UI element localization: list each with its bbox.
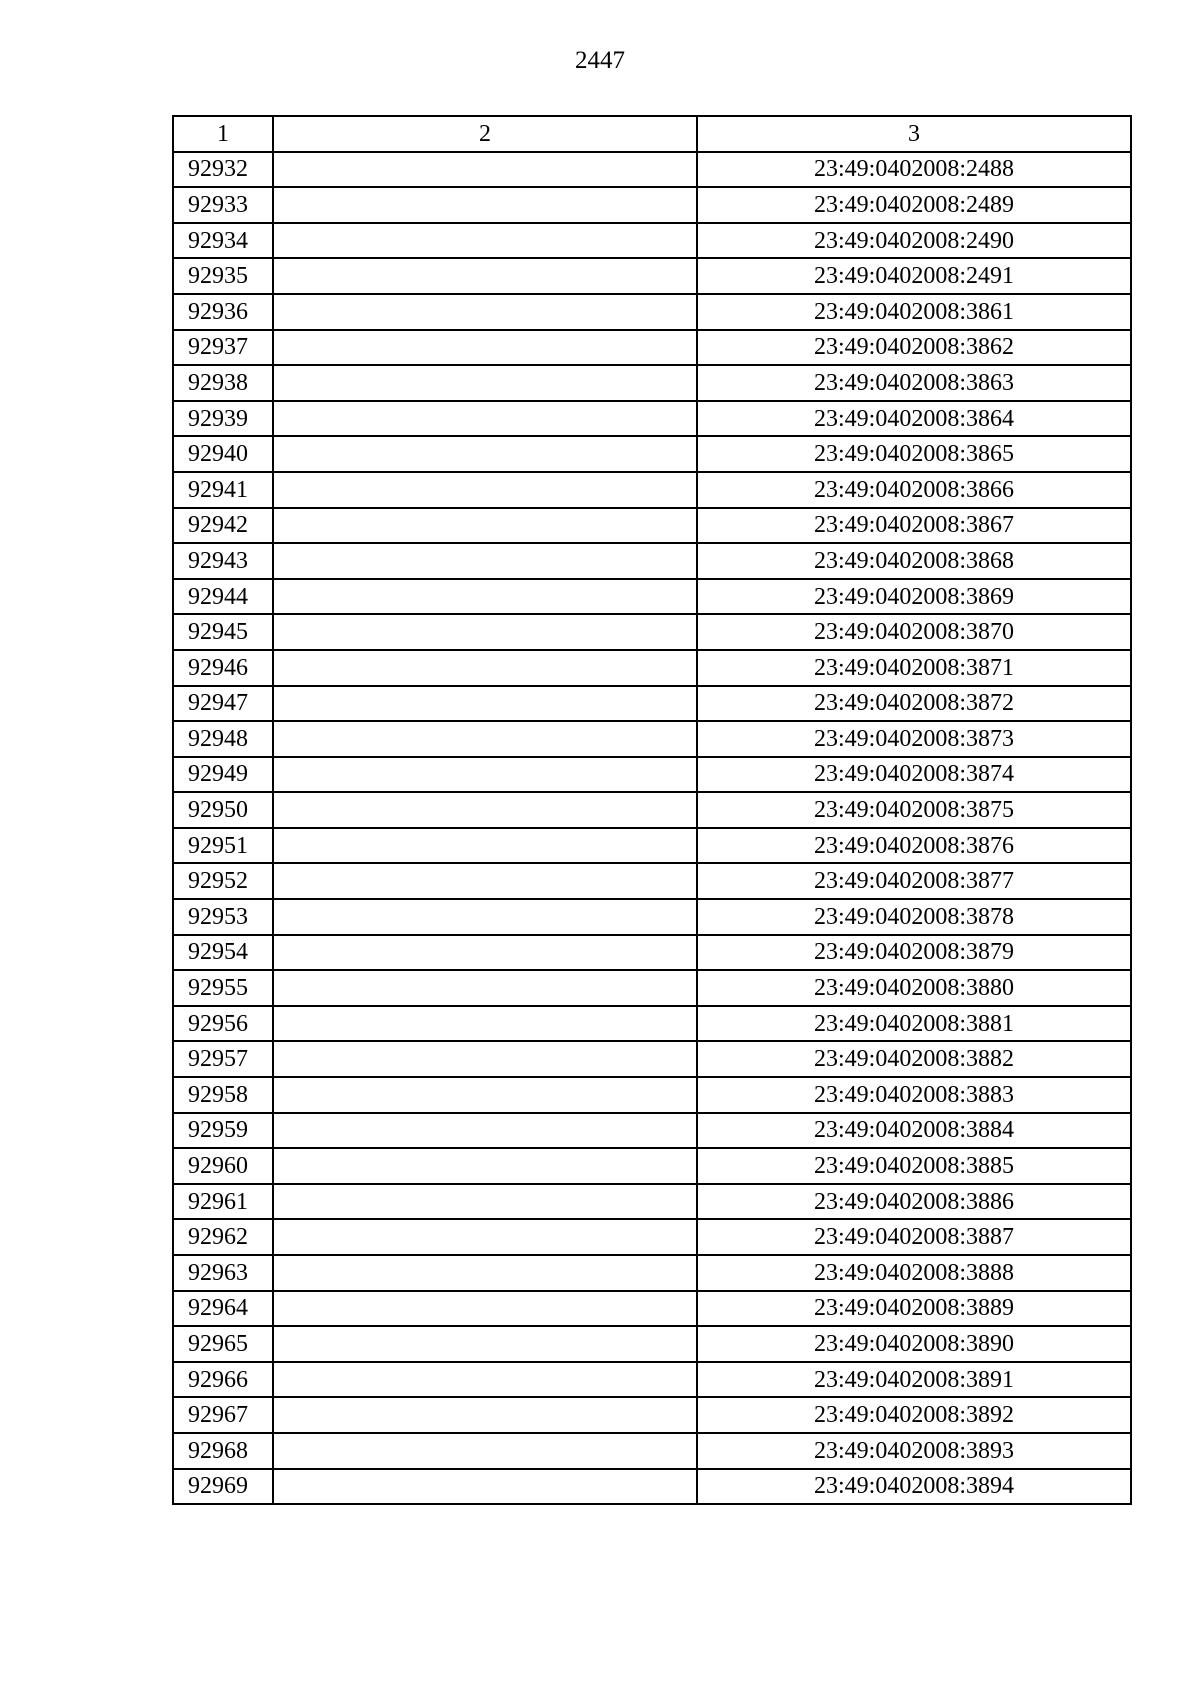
row-number-cell: 92942 bbox=[173, 508, 273, 544]
row-empty-cell bbox=[273, 436, 697, 472]
row-number-cell: 92952 bbox=[173, 863, 273, 899]
cadastral-number-cell: 23:49:0402008:3890 bbox=[697, 1326, 1131, 1362]
table-row bbox=[173, 899, 1131, 935]
row-empty-cell bbox=[273, 650, 697, 686]
table-row bbox=[173, 614, 1131, 650]
cadastral-number-cell: 23:49:0402008:3863 bbox=[697, 365, 1131, 401]
table-row bbox=[173, 757, 1131, 793]
table-row bbox=[173, 472, 1131, 508]
table-row bbox=[173, 508, 1131, 544]
row-empty-cell bbox=[273, 1006, 697, 1042]
row-empty-cell bbox=[273, 970, 697, 1006]
row-empty-cell bbox=[273, 365, 697, 401]
row-empty-cell bbox=[273, 223, 697, 259]
row-empty-cell bbox=[273, 1041, 697, 1077]
cadastral-number-cell: 23:49:0402008:3879 bbox=[697, 935, 1131, 971]
row-empty-cell bbox=[273, 1148, 697, 1184]
row-number-cell: 92959 bbox=[173, 1113, 273, 1149]
cadastral-number-cell: 23:49:0402008:2489 bbox=[697, 187, 1131, 223]
row-number-cell: 92945 bbox=[173, 614, 273, 650]
row-empty-cell bbox=[273, 508, 697, 544]
row-number-cell: 92954 bbox=[173, 935, 273, 971]
row-empty-cell bbox=[273, 1255, 697, 1291]
table-row bbox=[173, 686, 1131, 722]
row-number-cell: 92948 bbox=[173, 721, 273, 757]
row-number-cell: 92937 bbox=[173, 330, 273, 366]
row-empty-cell bbox=[273, 1362, 697, 1398]
row-empty-cell bbox=[273, 152, 697, 188]
table-row bbox=[173, 543, 1131, 579]
row-number-cell: 92950 bbox=[173, 792, 273, 828]
table-row bbox=[173, 1006, 1131, 1042]
row-number-cell: 92964 bbox=[173, 1291, 273, 1327]
cadastral-number-cell: 23:49:0402008:3876 bbox=[697, 828, 1131, 864]
cadastral-number-cell: 23:49:0402008:3889 bbox=[697, 1291, 1131, 1327]
row-empty-cell bbox=[273, 863, 697, 899]
page-number: 2447 bbox=[575, 47, 625, 74]
table-row bbox=[173, 258, 1131, 294]
column-header-1: 1 bbox=[173, 116, 273, 152]
cadastral-number-cell: 23:49:0402008:3880 bbox=[697, 970, 1131, 1006]
table-row bbox=[173, 1291, 1131, 1327]
row-empty-cell bbox=[273, 579, 697, 615]
row-empty-cell bbox=[273, 1291, 697, 1327]
cadastral-number-cell: 23:49:0402008:3870 bbox=[697, 614, 1131, 650]
cadastral-number-cell: 23:49:0402008:3891 bbox=[697, 1362, 1131, 1398]
cadastral-number-cell: 23:49:0402008:3885 bbox=[697, 1148, 1131, 1184]
row-empty-cell bbox=[273, 1219, 697, 1255]
cadastral-number-cell: 23:49:0402008:3892 bbox=[697, 1397, 1131, 1433]
cadastral-number-cell: 23:49:0402008:2490 bbox=[697, 223, 1131, 259]
cadastral-number-cell: 23:49:0402008:3872 bbox=[697, 686, 1131, 722]
table-row bbox=[173, 187, 1131, 223]
row-number-cell: 92941 bbox=[173, 472, 273, 508]
cadastral-number-cell: 23:49:0402008:3882 bbox=[697, 1041, 1131, 1077]
table-row bbox=[173, 792, 1131, 828]
row-number-cell: 92956 bbox=[173, 1006, 273, 1042]
row-number-cell: 92944 bbox=[173, 579, 273, 615]
row-number-cell: 92940 bbox=[173, 436, 273, 472]
cadastral-number-cell: 23:49:0402008:2491 bbox=[697, 258, 1131, 294]
row-empty-cell bbox=[273, 543, 697, 579]
table-row bbox=[173, 152, 1131, 188]
table-row bbox=[173, 650, 1131, 686]
row-number-cell: 92958 bbox=[173, 1077, 273, 1113]
table-row bbox=[173, 579, 1131, 615]
row-empty-cell bbox=[273, 899, 697, 935]
row-number-cell: 92943 bbox=[173, 543, 273, 579]
cadastral-number-cell: 23:49:0402008:3894 bbox=[697, 1469, 1131, 1505]
row-empty-cell bbox=[273, 1113, 697, 1149]
row-empty-cell bbox=[273, 330, 697, 366]
row-number-cell: 92935 bbox=[173, 258, 273, 294]
cadastral-number-cell: 23:49:0402008:2488 bbox=[697, 152, 1131, 188]
row-number-cell: 92963 bbox=[173, 1255, 273, 1291]
table-row bbox=[173, 863, 1131, 899]
row-empty-cell bbox=[273, 187, 697, 223]
row-empty-cell bbox=[273, 614, 697, 650]
row-number-cell: 92961 bbox=[173, 1184, 273, 1220]
table-row bbox=[173, 1077, 1131, 1113]
cadastral-number-cell: 23:49:0402008:3881 bbox=[697, 1006, 1131, 1042]
row-empty-cell bbox=[273, 294, 697, 330]
row-empty-cell bbox=[273, 1397, 697, 1433]
registry-table bbox=[172, 115, 1132, 1505]
row-number-cell: 92966 bbox=[173, 1362, 273, 1398]
cadastral-number-cell: 23:49:0402008:3878 bbox=[697, 899, 1131, 935]
row-number-cell: 92946 bbox=[173, 650, 273, 686]
row-empty-cell bbox=[273, 472, 697, 508]
row-number-cell: 92957 bbox=[173, 1041, 273, 1077]
cadastral-number-cell: 23:49:0402008:3877 bbox=[697, 863, 1131, 899]
table-row bbox=[173, 1469, 1131, 1505]
table-row bbox=[173, 330, 1131, 366]
cadastral-number-cell: 23:49:0402008:3883 bbox=[697, 1077, 1131, 1113]
row-empty-cell bbox=[273, 1433, 697, 1469]
table-row bbox=[173, 401, 1131, 437]
row-empty-cell bbox=[273, 828, 697, 864]
table-header-row bbox=[173, 116, 1131, 152]
cadastral-number-cell: 23:49:0402008:3893 bbox=[697, 1433, 1131, 1469]
row-empty-cell bbox=[273, 1077, 697, 1113]
table-row bbox=[173, 1219, 1131, 1255]
row-number-cell: 92934 bbox=[173, 223, 273, 259]
table-row bbox=[173, 1184, 1131, 1220]
table-row bbox=[173, 223, 1131, 259]
row-number-cell: 92953 bbox=[173, 899, 273, 935]
row-empty-cell bbox=[273, 792, 697, 828]
table-row bbox=[173, 970, 1131, 1006]
cadastral-number-cell: 23:49:0402008:3865 bbox=[697, 436, 1131, 472]
table-row bbox=[173, 1326, 1131, 1362]
row-number-cell: 92936 bbox=[173, 294, 273, 330]
table-row bbox=[173, 1255, 1131, 1291]
table-row bbox=[173, 365, 1131, 401]
row-number-cell: 92938 bbox=[173, 365, 273, 401]
row-empty-cell bbox=[273, 721, 697, 757]
cadastral-number-cell: 23:49:0402008:3886 bbox=[697, 1184, 1131, 1220]
row-number-cell: 92960 bbox=[173, 1148, 273, 1184]
row-empty-cell bbox=[273, 686, 697, 722]
row-number-cell: 92955 bbox=[173, 970, 273, 1006]
table-row bbox=[173, 935, 1131, 971]
cadastral-number-cell: 23:49:0402008:3861 bbox=[697, 294, 1131, 330]
cadastral-number-cell: 23:49:0402008:3887 bbox=[697, 1219, 1131, 1255]
row-empty-cell bbox=[273, 258, 697, 294]
row-empty-cell bbox=[273, 401, 697, 437]
table-row bbox=[173, 721, 1131, 757]
cadastral-number-cell: 23:49:0402008:3871 bbox=[697, 650, 1131, 686]
row-number-cell: 92969 bbox=[173, 1469, 273, 1505]
table-row bbox=[173, 1113, 1131, 1149]
cadastral-number-cell: 23:49:0402008:3867 bbox=[697, 508, 1131, 544]
table-row bbox=[173, 828, 1131, 864]
row-empty-cell bbox=[273, 1184, 697, 1220]
table-body bbox=[173, 152, 1131, 1505]
cadastral-number-cell: 23:49:0402008:3866 bbox=[697, 472, 1131, 508]
row-number-cell: 92967 bbox=[173, 1397, 273, 1433]
cadastral-number-cell: 23:49:0402008:3874 bbox=[697, 757, 1131, 793]
cadastral-number-cell: 23:49:0402008:3888 bbox=[697, 1255, 1131, 1291]
row-empty-cell bbox=[273, 935, 697, 971]
table-row bbox=[173, 1433, 1131, 1469]
cadastral-number-cell: 23:49:0402008:3873 bbox=[697, 721, 1131, 757]
cadastral-number-cell: 23:49:0402008:3884 bbox=[697, 1113, 1131, 1149]
cadastral-number-cell: 23:49:0402008:3868 bbox=[697, 543, 1131, 579]
row-number-cell: 92939 bbox=[173, 401, 273, 437]
row-number-cell: 92951 bbox=[173, 828, 273, 864]
column-header-3: 3 bbox=[697, 116, 1131, 152]
row-number-cell: 92933 bbox=[173, 187, 273, 223]
table-row bbox=[173, 294, 1131, 330]
row-number-cell: 92949 bbox=[173, 757, 273, 793]
table-row bbox=[173, 1397, 1131, 1433]
column-header-2: 2 bbox=[273, 116, 697, 152]
table-row bbox=[173, 1148, 1131, 1184]
cadastral-number-cell: 23:49:0402008:3862 bbox=[697, 330, 1131, 366]
row-empty-cell bbox=[273, 757, 697, 793]
row-number-cell: 92947 bbox=[173, 686, 273, 722]
cadastral-number-cell: 23:49:0402008:3875 bbox=[697, 792, 1131, 828]
row-number-cell: 92932 bbox=[173, 152, 273, 188]
cadastral-number-cell: 23:49:0402008:3869 bbox=[697, 579, 1131, 615]
row-empty-cell bbox=[273, 1326, 697, 1362]
row-number-cell: 92962 bbox=[173, 1219, 273, 1255]
table-row bbox=[173, 1362, 1131, 1398]
row-number-cell: 92965 bbox=[173, 1326, 273, 1362]
row-number-cell: 92968 bbox=[173, 1433, 273, 1469]
row-empty-cell bbox=[273, 1469, 697, 1505]
cadastral-number-cell: 23:49:0402008:3864 bbox=[697, 401, 1131, 437]
table-row bbox=[173, 436, 1131, 472]
table-row bbox=[173, 1041, 1131, 1077]
